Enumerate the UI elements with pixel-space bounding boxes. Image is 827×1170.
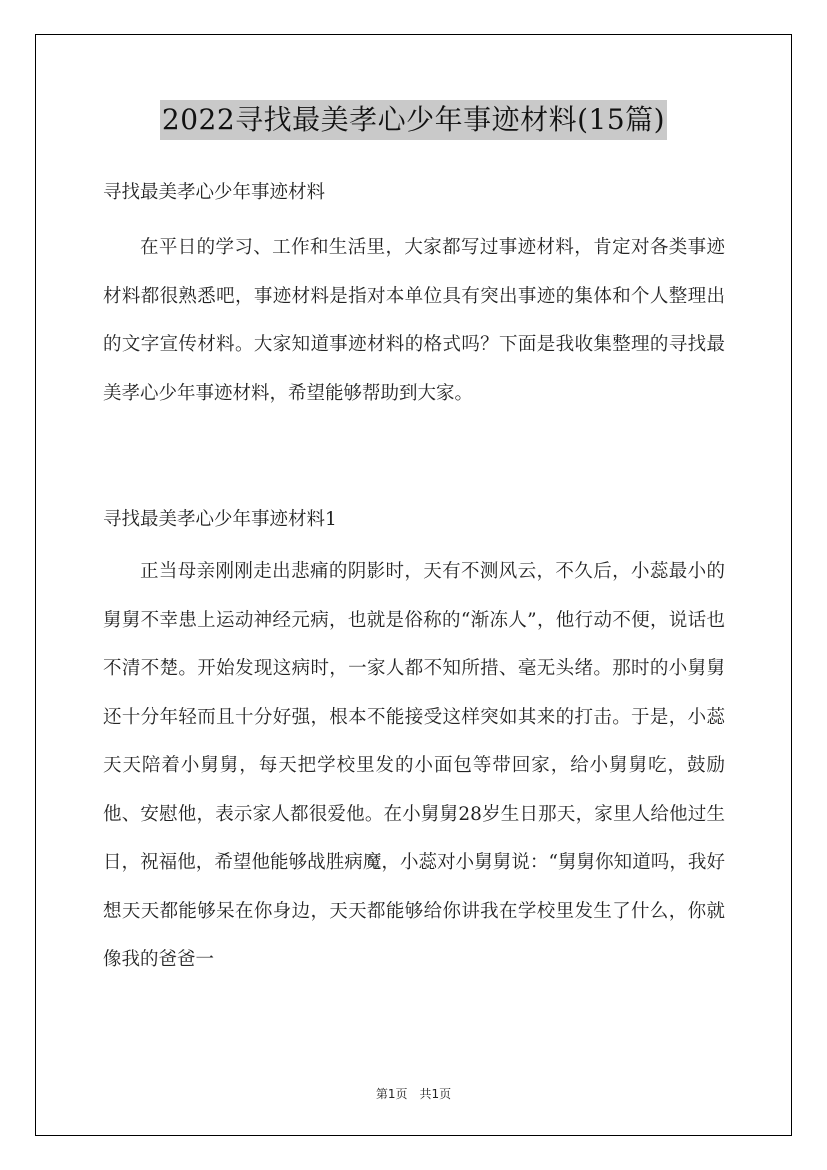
intro-paragraph: 在平日的学习、工作和生活里，大家都写过事迹材料，肯定对各类事迹材料都很熟悉吧，事迹材料是指对本单位具有突出事迹的集体和个人整理出的文字宣传材料。大家知道事迹材料的格式吗？下面是我收集整理的寻找最美孝心少年事迹材料，希望能够帮助到大家。: [103, 237, 725, 404]
section-1-paragraph: 正当母亲刚刚走出悲痛的阴影时，天有不测风云，不久后，小蕊最小的舅舅不幸患上运动神经元病，也就是俗称的“渐冻人”，他行动不便，说话也不清不楚。开始发现这病时，一家人都不知所措、毫无头绪。那时的小舅舅还十分年轻而且十分好强，根本不能接受这样突如其来的打击。于是，小蕊天天陪着小舅舅，每天把学校里发的小面包等带回家，给小舅舅吃，鼓励他、安慰他，表示家人都很爱他。在小舅舅28岁生日那天，家里人给他过生日，祝福他，希望他能够战胜病魔，小蕊对小舅舅说：“舅舅你知道吗，我好想天天都能够呆在你身边，天天都能够给你讲我在学校里发生了什么，你就像我的爸爸一: [103, 561, 725, 970]
section-1-heading: 寻找最美孝心少年事迹材料1: [103, 509, 337, 530]
page-footer: [0, 1085, 827, 1102]
page-number-current: 第1页: [375, 1087, 408, 1101]
document-title: 2022寻找最美孝心少年事迹材料(15篇): [160, 100, 667, 140]
page-number-total: 共1页: [419, 1087, 452, 1101]
intro-heading: 寻找最美孝心少年事迹材料: [103, 182, 326, 203]
title-wrap: [0, 100, 827, 140]
